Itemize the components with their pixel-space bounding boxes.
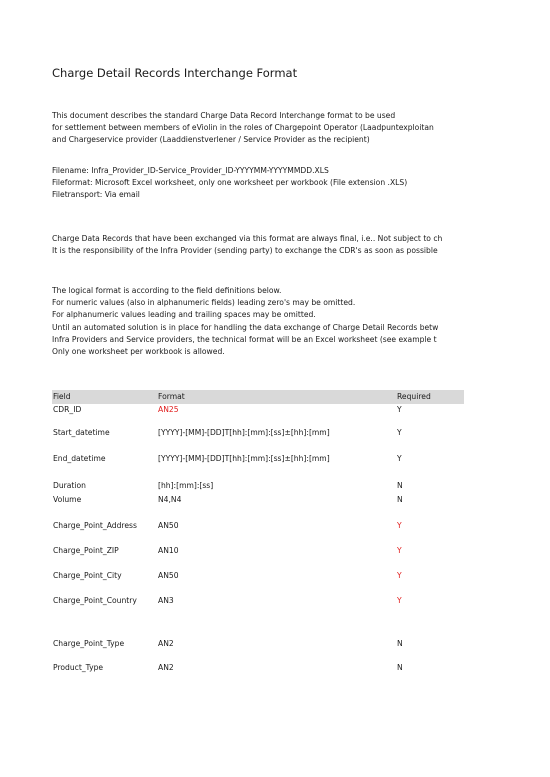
row-field: Charge_Point_Type xyxy=(53,639,125,648)
filename-line: Filename: Infra_Provider_ID-Service_Provider_ID-YYYYMM-YYYYMMDD.XLS xyxy=(52,166,329,175)
row-format: AN2 xyxy=(158,663,174,672)
logical-line: The logical format is according to the field definitions below. xyxy=(52,286,282,295)
filetransport-line: Filetransport: Via email xyxy=(52,190,140,200)
row-format: AN25 xyxy=(158,405,179,414)
logical-line: Infra Providers and Service providers, the technical format will be an Excel worksheet (see example t xyxy=(52,334,437,344)
row-required: Y xyxy=(397,405,402,414)
table-row xyxy=(52,638,464,650)
page-title: Charge Detail Records Interchange Format xyxy=(52,66,298,80)
row-format: AN50 xyxy=(158,521,179,530)
table-row xyxy=(52,453,464,465)
table-row xyxy=(52,427,464,439)
logical-line: Only one worksheet per workbook is allowed. xyxy=(52,346,225,356)
row-format: [YYYY]-[MM]-[DD]T[hh]:[mm]:[ss]±[hh]:[mm] xyxy=(158,454,330,463)
row-required: Y xyxy=(397,454,402,463)
row-field: Volume xyxy=(53,495,82,504)
row-field: Product_Type xyxy=(53,663,104,672)
row-field: Charge_Point_Country xyxy=(53,596,137,605)
table-row xyxy=(52,545,464,557)
header-field: Field xyxy=(53,392,71,401)
intro-line: for settlement between members of eViolin in the roles of Chargepoint Operator (Laadpuntexploitan xyxy=(52,123,434,133)
final-note-line: It is the responsibility of the Infra Provider (sending party) to exchange the CDR's as soon as possible xyxy=(52,246,438,256)
table-row xyxy=(52,595,464,607)
final-note-paragraph xyxy=(52,233,464,257)
field-definitions-table xyxy=(52,390,464,672)
row-required: N xyxy=(397,481,403,490)
row-field: Charge_Point_City xyxy=(53,571,122,580)
row-required: Y xyxy=(397,521,402,530)
row-field: Charge_Point_ZIP xyxy=(53,546,119,555)
row-required: N xyxy=(397,639,403,648)
final-note-line: Charge Data Records that have been exchanged via this format are always final, i.e.. Not subject to ch xyxy=(52,234,443,243)
row-format: [YYYY]-[MM]-[DD]T[hh]:[mm]:[ss]±[hh]:[mm] xyxy=(158,428,330,437)
row-required: Y xyxy=(397,546,402,555)
row-field: End_datetime xyxy=(53,454,106,463)
table-row xyxy=(52,662,464,674)
table-row xyxy=(52,570,464,582)
row-format: [hh]:[mm]:[ss] xyxy=(158,481,214,490)
row-format: AN2 xyxy=(158,639,174,648)
row-required: Y xyxy=(397,571,402,580)
row-format: AN3 xyxy=(158,596,174,605)
table-row xyxy=(52,404,464,416)
intro-line: and Chargeservice provider (Laaddienstverlener / Service Provider as the recipient) xyxy=(52,135,370,145)
header-format: Format xyxy=(158,392,185,401)
row-field: Start_datetime xyxy=(53,428,110,437)
row-field: CDR_ID xyxy=(53,405,82,414)
table-header-row xyxy=(52,390,464,404)
intro-line: This document describes the standard Charge Data Record Interchange format to be used xyxy=(52,111,396,120)
table-row xyxy=(52,520,464,532)
fileformat-line: Fileformat: Microsoft Excel worksheet, only one worksheet per workbook (File extension .XLS) xyxy=(52,178,408,188)
logical-line: For numeric values (also in alphanumeric fields) leading zero's may be omitted. xyxy=(52,298,356,308)
logical-format-paragraph xyxy=(52,285,464,358)
row-field: Duration xyxy=(53,481,86,490)
row-required: Y xyxy=(397,428,402,437)
row-format: AN10 xyxy=(158,546,179,555)
row-required: N xyxy=(397,495,403,504)
table-row xyxy=(52,494,464,506)
logical-line: Until an automated solution is in place for handling the data exchange of Charge Detail Records betw xyxy=(52,322,439,332)
row-required: Y xyxy=(397,596,402,605)
row-required: N xyxy=(397,663,403,672)
row-field: Charge_Point_Address xyxy=(53,521,137,530)
logical-line: For alphanumeric values leading and trailing spaces may be omitted. xyxy=(52,310,316,320)
file-info-paragraph xyxy=(52,165,464,202)
row-format: AN50 xyxy=(158,571,179,580)
table-row xyxy=(52,480,464,492)
row-format: N4,N4 xyxy=(158,495,182,504)
header-required: Required xyxy=(397,392,431,401)
intro-paragraph xyxy=(52,110,464,147)
